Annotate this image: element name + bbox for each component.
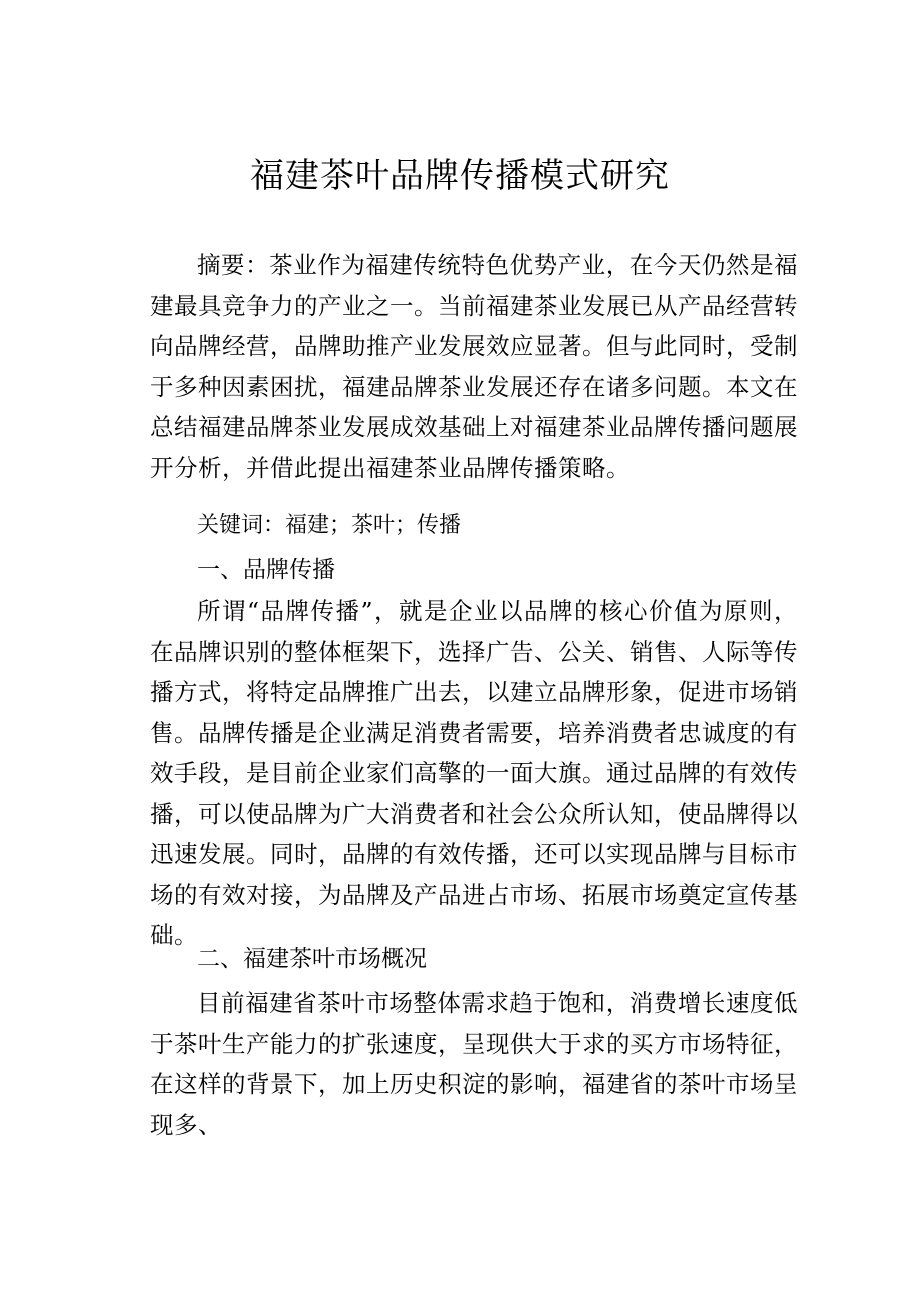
keywords-line: 关键词：福建；茶叶；传播 xyxy=(197,513,462,538)
section-heading-brand-communication: 一、品牌传播 xyxy=(197,557,335,583)
abstract-paragraph: 摘要：茶业作为福建传统特色优势产业，在今天仍然是福建最具竞争力的产业之一。当前福建茶业发展已从产品经营转向品牌经营，品牌助推产业发展效应显著。但与此同时，受制于多种因素困扰，福建品牌茶业发展还存在诸多问题。本文在总结福建品牌茶业发展成效基础上对福建茶业品牌传播问题展开分析，并借此提出福建茶业品牌传播策略。 xyxy=(150,251,798,482)
document-title: 福建茶叶品牌传播模式研究 xyxy=(250,156,670,196)
section-paragraph-fujian-tea-market: 目前福建省茶叶市场整体需求趋于饱和，消费增长速度低于茶叶生产能力的扩张速度，呈现供大于求的买方市场特征，在这样的背景下，加上历史积淀的影响，福建省的茶叶市场呈现多、 xyxy=(150,989,798,1139)
section-heading-fujian-tea-market: 二、福建茶叶市场概况 xyxy=(197,946,427,972)
section-paragraph-brand-communication: 所谓“品牌传播”，就是企业以品牌的核心价值为原则，在品牌识别的整体框架下，选择广告、公关、销售、人际等传播方式，将特定品牌推广出去，以建立品牌形象，促进市场销售。品牌传播是企业满足消费者需要，培养消费者忠诚度的有效手段，是目前企业家们高擎的一面大旗。通过品牌的有效传播，可以使品牌为广大消费者和社会公众所认知，使品牌得以迅速发展。同时，品牌的有效传播，还可以实现品牌与目标市场的有效对接，为品牌及产品进占市场、拓展市场奠定宣传基础。 xyxy=(150,597,798,949)
